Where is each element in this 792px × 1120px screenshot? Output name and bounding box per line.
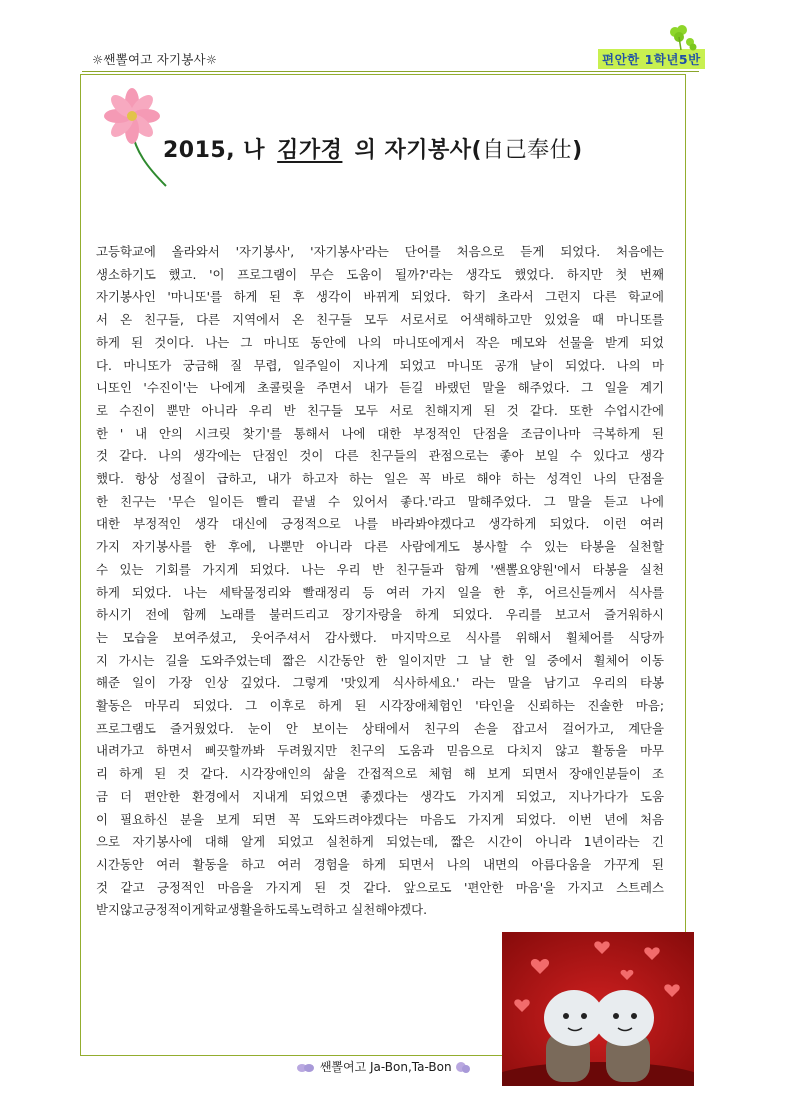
title-author-name: 김가경: [277, 138, 343, 163]
essay-line: 내려가고 하면서 삐끗할까봐 두려웠지만 친구의 도움과 믿음으로 다치지 않고 활동을 마무: [96, 743, 664, 759]
essay-line: 한 ' 내 안의 시크릿 찾기'를 통해서 나에 대한 부정적인 단점을 조금이나마 극복하게 된: [96, 425, 664, 441]
essay-line: 지 가시는 길을 도와주었는데 짧은 시간동안 한 일이지만 그 날 한 일 중에서 휠체어 이동: [96, 652, 664, 668]
essay-line: 수 있는 기회를 가지게 되었다. 나는 우리 반 친구들과 함께 '쌘뽈요양원'에서 타봉을 실천: [96, 561, 664, 577]
essay-line: 시간동안 여러 활동을 하고 여러 경험을 하게 되면서 나의 내면의 아름다움을 가꾸게 된: [96, 856, 664, 872]
essay-line: 하게 되었다. 나는 세탁물정리와 빨래정리 등 여러 가지 일을 한 후, 어르신들께서 식사를: [96, 584, 664, 600]
essay-line: 프로그램도 즐거웠었다. 눈이 안 보이는 상태에서 친구의 손을 잡고서 걸어가고, 계단을: [96, 720, 664, 736]
essay-body: [96, 241, 664, 922]
essay-line: 활동은 마무리 되었다. 그 이후로 하게 된 시각장애체험인 '타인을 신뢰하는 진솔한 마음;: [96, 698, 664, 714]
essay-line: 것 같다. 나의 생각에는 단점인 것이 다른 친구들의 관점으로는 좋아 보일 수 있다고 생각: [96, 448, 664, 464]
essay-line: 하게 된 것이다. 나는 그 마니또 동안에 나의 마니또에게서 작은 메모와 선물을 받게 되었: [96, 334, 664, 350]
footer-flower-icon: [455, 1061, 471, 1075]
essay-line: 가지 자기봉사를 한 후에, 나뿐만 아니라 다른 사람에게도 봉사할 수 있는 타봉을 실천할: [96, 539, 664, 555]
essay-line: 서 온 친구들, 다른 지역에서 온 친구들 모두 서로서로 어색해하고만 있었을 때 마니또를: [96, 312, 664, 328]
title-suffix: 의 자기봉사(: [354, 138, 483, 163]
essay-line: 자기봉사인 '마니또'를 하게 된 후 생각이 바뀌게 되었다. 학기 초라서 그런지 다른 학교에: [96, 289, 664, 305]
essay-line: 것 같고 긍정적인 마음을 가지게 된 것 같다. 앞으로도 '편안한 마음'을 가지고 스트레스: [96, 879, 664, 895]
essay-line: 는 모습을 보여주셨고, 웃어주셔서 감사했다. 마지막으로 식사를 위해서 휠체어를 식당까: [96, 629, 664, 645]
header-divider: [82, 71, 699, 72]
essay-line: 로 수진이 뿐만 아니라 우리 반 친구들 모두 서로 친해지게 된 것 같다. 또한 수업시간에: [96, 402, 664, 418]
essay-line: 했다. 항상 성질이 급하고, 내가 하고자 하는 일은 꼭 바로 해야 하는 성격인 나의 단점을: [96, 471, 664, 487]
title-prefix: 2015, 나: [163, 138, 265, 163]
essay-line: 받지않고긍정적이게학교생활을하도록노력하고 실천해야겠다.: [96, 902, 428, 918]
footer-text: 쌘뽈여고 Ja-Bon,Ta-Bon: [319, 1060, 452, 1074]
footer-flower-icon: [296, 1062, 316, 1074]
essay-line: 하시기 전에 함께 노래를 불러드리고 장기자랑을 하게 되었다. 우리를 보고서 즐거워하시: [96, 607, 664, 623]
hugging-dolls-image: [502, 932, 694, 1086]
header-school-label: ☼쌘뽈여고 자기봉사☼: [92, 52, 218, 67]
essay-line: 고등학교에 올라와서 '자기봉사', '자기봉사'라는 단어를 처음으로 듣게 되었다. 처음에는: [96, 244, 664, 259]
essay-line: 생소하기도 했고. '이 프로그램이 무슨 도움이 될까?'라는 생각도 했었다. 하지만 첫 번째: [96, 266, 664, 282]
essay-line: 한 친구는 '무슨 일이든 빨리 끝낼 수 있어서 좋다.'라고 말해주었다. 그 말을 듣고 나에: [96, 493, 664, 509]
essay-line: 금 더 편안한 환경에서 지내게 되었으면 좋겠다는 생각도 가지게 되었고, 지나가다가 도움: [96, 788, 664, 804]
footer: [296, 1058, 471, 1075]
title-close: ): [572, 138, 583, 163]
essay-line: 이 필요하신 분을 보게 되면 꼭 도와드려야겠다는 마음도 가지게 되었다. 이번 년에 처음: [96, 811, 664, 827]
title-hanja: 自己奉仕: [482, 138, 573, 163]
essay-line: 리 하게 된 것 같다. 시각장애인의 삶을 간접적으로 체험 해 보게 되면서 장애인분들이 조: [96, 766, 664, 782]
essay-line: 으로 자기봉사에 대해 알게 되었고 실천하게 되었는데, 짧은 시간이 아니라 1년이라는 긴: [96, 834, 664, 850]
page-title: [163, 133, 583, 164]
header-class-badge: 편안한 1학년5반: [598, 49, 705, 69]
essay-line: 대한 부정적인 생각 대신에 긍정적으로 나를 바라봐야겠다고 생각하게 되었다. 이런 여러: [96, 516, 664, 532]
essay-line: 다. 마니또가 궁금해 질 무렵, 일주일이 지나게 되었고 마니또 공개 날이 되었다. 나의 마: [96, 357, 664, 373]
essay-line: 해준 일이 가장 인상 깊었다. 그렇게 '맛있게 식사하세요.' 라는 말을 남기고 우리의 타봉: [96, 675, 664, 691]
clover-icon: [664, 22, 698, 54]
essay-line: 니또인 '수진이'는 나에게 초콜릿을 주면서 내가 듣길 바랬던 말을 해주었다. 그 일을 계기: [96, 380, 664, 396]
